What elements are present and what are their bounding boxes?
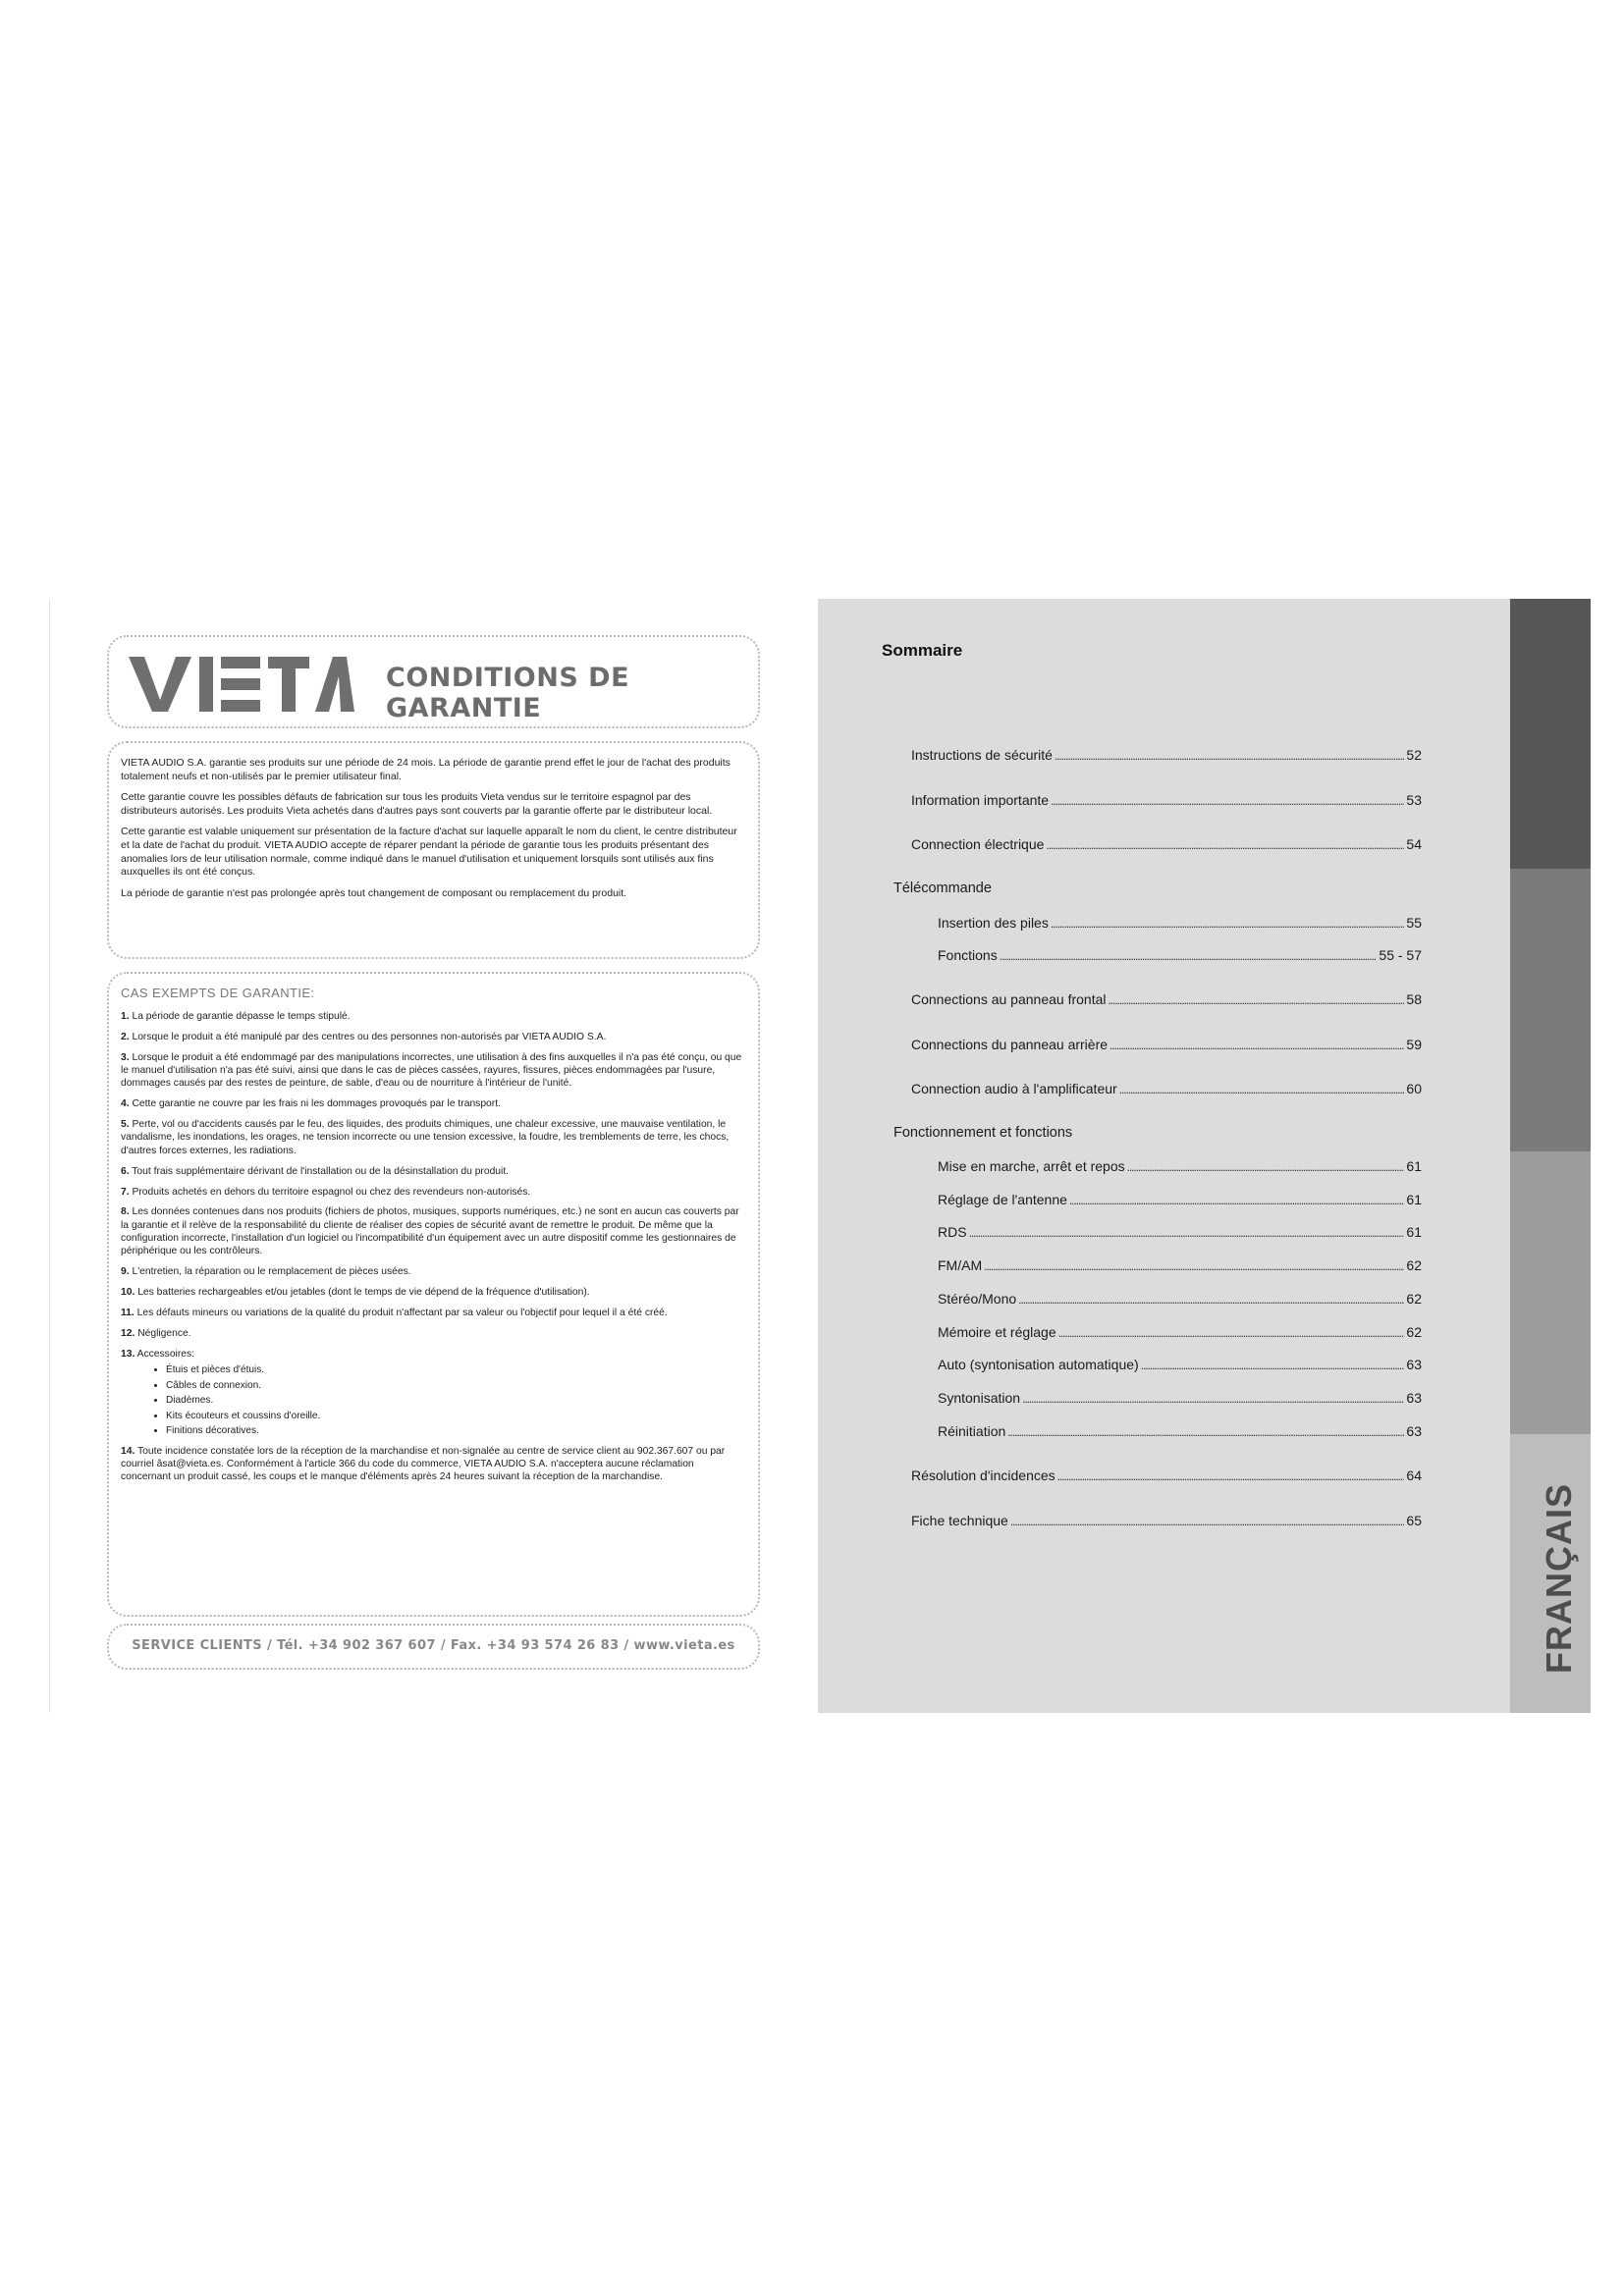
exemptions-title: CAS EXEMPTS DE GARANTIE: (121, 986, 315, 1000)
toc-entry[interactable]: Syntonisation . . . 63 (938, 1390, 1422, 1406)
exemption-item: 10. Les batteries rechargeables et/ou jetables (dont le temps de vie dépend de la fréquence d'utilisation). (121, 1287, 590, 1299)
toc-entry[interactable]: Fiche technique . . . 65 (911, 1513, 1422, 1528)
warranty-intro (107, 741, 760, 959)
intro-paragraph: Cette garantie couvre les possibles défauts de fabrication sur tous les produits Vieta vendus sur le territoire espagnol par des distributeurs autorisés. Les produits Vieta achetés dans d'autres pays sont couverts par la garantie offerte par le distributeur local. (121, 791, 713, 817)
intro-paragraph: VIETA AUDIO S.A. garantie ses produits sur une période de 24 mois. La période de garantie prend effet le jour de l'achat des produits totalement neufs et non-utilisés par le premier utilisateur final. (121, 757, 731, 782)
exemption-item: 8. Les données contenues dans nos produits (fichiers de photos, musiques, supports numériques, etc.) ne sont en aucun cas couverts par la garantie et il relève de la responsabilité du cliente de réaliser des copies de sécurité avant de remettre le produit. De même que la configuration incorrecte, l'installation d'un logiciel ou l'incompatibilité d'un équipement avec un autre dispositif comme les gestionnaires de périphérique ou les contrôleurs. (121, 1206, 739, 1257)
service-footer (107, 1624, 760, 1670)
exemption-item: 14. Toute incidence constatée lors de la réception de la marchandise et non-signalée au centre de service client au 902.367.607 ou par courriel âsat@vieta.es. Conformément à l'article 366 du code du commerce, VIETA AUDIO S.A. n'acceptera aucune réclamation concernant un produit cassé, les coups et le manque d'éléments après 24 heures suivant la réception de la marchandise. (121, 1445, 726, 1483)
toc-section[interactable]: Fonctionnement et fonctions (893, 1125, 1073, 1141)
exemption-item: 4. Cette garantie ne couvre par les frais ni les dommages provoqués par le transport. (121, 1098, 501, 1110)
exemption-item: 13. Accessoires: (121, 1348, 194, 1360)
exemption-item: 5. Perte, vol ou d'accidents causés par le feu, des liquides, des produits chimiques, une chaleur excessive, une mauvaise ventilation, le vandalisme, les inondations, les orages, ne tension incorrecte ou une tension excessive, la foudre, les tremblements de terre, les chocs, d'autres forces externes, les radiations. (121, 1119, 730, 1156)
section-tab[interactable] (1510, 1151, 1591, 1434)
toc-entry[interactable]: Connections du panneau arrière . . . 59 (911, 1037, 1422, 1052)
toc-entry[interactable]: Connections au panneau frontal . . . 58 (911, 991, 1422, 1007)
section-tab[interactable] (1510, 869, 1591, 1151)
toc-entry[interactable]: Connection audio à l'amplificateur . . . 60 (911, 1081, 1422, 1096)
toc-section[interactable]: Télécommande (893, 881, 992, 896)
toc-entry[interactable]: Information importante . . . 53 (911, 792, 1422, 808)
exemption-item: 7. Produits achetés en dehors du territoire espagnol ou chez des revendeurs non-autorisés. (121, 1186, 531, 1198)
vieta-logo (125, 647, 355, 720)
toc-entry[interactable]: Instructions de sécurité . . . 52 (911, 747, 1422, 763)
toc-entry[interactable]: Réinitiation . . . 63 (938, 1423, 1422, 1439)
toc-entry[interactable]: Auto (syntonisation automatique) . . . 63 (938, 1357, 1422, 1372)
exemption-item: 1. La période de garantie dépasse le temps stipulé. (121, 1011, 351, 1022)
list-item: • Étuis et pièces d'étuis. (166, 1362, 746, 1378)
exemption-item: 12. Négligence. (121, 1327, 191, 1339)
section-tab[interactable] (1510, 599, 1591, 869)
toc-entry[interactable]: FM/AM . . . 62 (938, 1257, 1422, 1273)
list-item: • Câbles de connexion. (166, 1378, 746, 1394)
toc-entry[interactable]: Insertion des piles . . . 55 (938, 915, 1422, 931)
list-item: • Diadèmes. (166, 1393, 746, 1409)
toc-title: Sommaire (882, 641, 963, 660)
section-tab-francais[interactable] (1510, 1434, 1591, 1713)
toc-entry[interactable]: Mise en marche, arrêt et repos . . . 61 (938, 1158, 1422, 1174)
toc-entry[interactable]: Réglage de l'antenne . . . 61 (938, 1192, 1422, 1207)
list-item: • Finitions décoratives. (166, 1423, 746, 1439)
warranty-exemptions (107, 972, 760, 1617)
toc-entry[interactable]: Mémoire et réglage . . . 62 (938, 1324, 1422, 1340)
language-tabs (1510, 599, 1591, 1713)
list-item: • Kits écouteurs et coussins d'oreille. (166, 1409, 746, 1424)
exemption-item: 11. Les défauts mineurs ou variations de la qualité du produit n'affectant par sa valeur ou l'objectif pour lequel il a été créé. (121, 1307, 668, 1318)
intro-paragraph: Cette garantie est valable uniquement sur présentation de la facture d'achat sur laquelle apparaît le nom du client, le centre distributeur et la date de l'achat du produit. VIETA AUDIO accepte de réparer pendant la période de garantie tous les produits présentant des anomalies lors de leur utilisation normale, comme indiqué dans le manuel d'utilisation et uniquement lorsquils sont utilisés aux fins auxquelles ils ont été conçus. (121, 826, 737, 879)
toc-entry[interactable]: Fonctions . . . 55 - 57 (938, 947, 1422, 963)
warranty-title: CONDITIONS DE GARANTIE (386, 663, 630, 723)
warranty-page (49, 599, 767, 1713)
accessories-list (121, 1362, 746, 1439)
intro-paragraph: La période de garantie n'est pas prolongée après tout changement de composant ou remplacement du produit. (121, 886, 627, 899)
exemption-item: 9. L'entretien, la réparation ou le remplacement de pièces usées. (121, 1266, 411, 1278)
warranty-header (107, 635, 760, 728)
exemption-item: 2. Lorsque le produit a été manipulé par des centres ou des personnes non-autorisés par VIETA AUDIO S.A. (121, 1031, 607, 1042)
toc-entry[interactable]: Connection électrique . . . 54 (911, 836, 1422, 852)
exemption-item: 6. Tout frais supplémentaire dérivant de l'installation ou de la désinstallation du produit. (121, 1165, 510, 1177)
toc-entry[interactable]: Résolution d'incidences . . . 64 (911, 1468, 1422, 1483)
exemption-item: 3. Lorsque le produit a été endommagé par des manipulations incorrectes, une utilisation à des fins auxquelles il n'a pas été conçu, ou que le manuel d'utilisation n'a pas été suivi, ainsi que dans le cas de pièces cassées, rayures, fissures, pièces endommagées par l'usure, dommages causés par des restes de peinture, de sable, d'eau ou de nourriture à l'intérieur de l'unité. (121, 1051, 742, 1090)
toc-page (818, 599, 1591, 1713)
service-contact: SERVICE CLIENTS / Tél. +34 902 367 607 / Fax. +34 93 574 26 83 / www.vieta.es (132, 1638, 735, 1653)
language-label: FRANÇAIS (1539, 1483, 1579, 1674)
toc-entry[interactable]: RDS . . . 61 (938, 1224, 1422, 1240)
toc-entry[interactable]: Stéréo/Mono . . . 62 (938, 1291, 1422, 1307)
